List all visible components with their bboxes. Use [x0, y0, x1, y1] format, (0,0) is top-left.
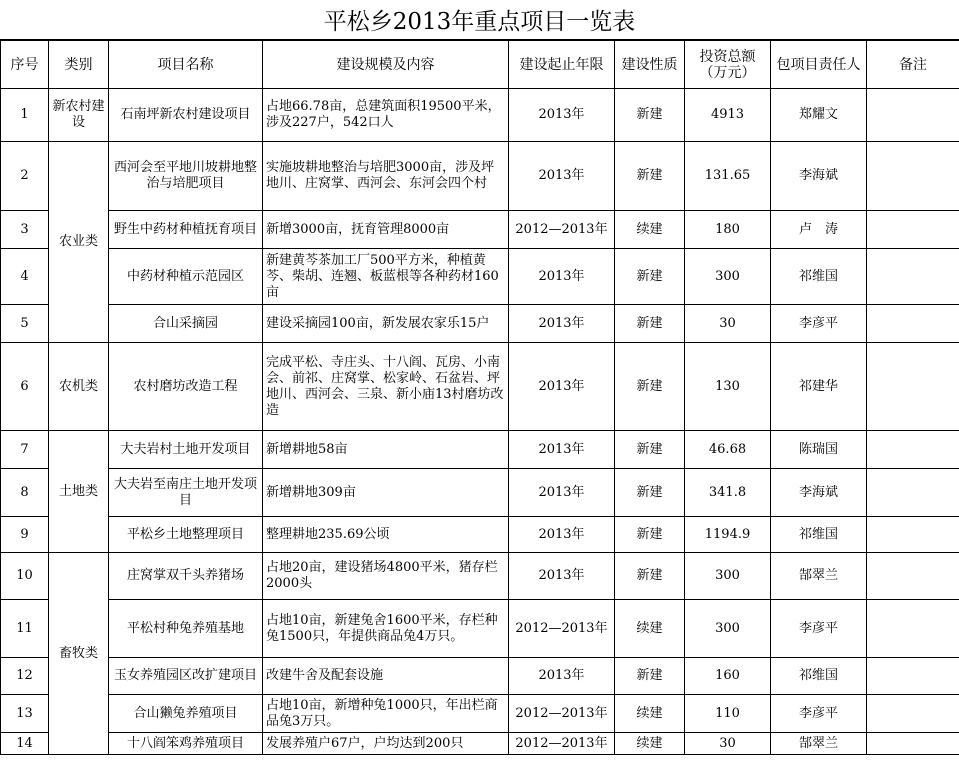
- cell-nature[interactable]: 新建: [615, 553, 685, 600]
- table-row: [1, 89, 959, 142]
- cell-invest[interactable]: 300: [685, 600, 771, 658]
- cell-category[interactable]: 农业类: [49, 142, 109, 343]
- cell-period[interactable]: 2012—2013年: [509, 733, 615, 755]
- cell-content[interactable]: 占地20亩，建设猪场4800平米，猪存栏2000头: [263, 553, 509, 600]
- table-row: [1, 600, 959, 658]
- cell-nature[interactable]: 新建: [615, 89, 685, 142]
- table-row: [1, 517, 959, 553]
- cell-category[interactable]: 农机类: [49, 343, 109, 431]
- table-row: [1, 343, 959, 431]
- cell-name[interactable]: 合山獭兔养殖项目: [109, 695, 263, 733]
- cell-category[interactable]: 畜牧类: [49, 553, 109, 755]
- cell-content[interactable]: 发展养殖户67户，户均达到200只: [263, 733, 509, 755]
- cell-no[interactable]: 12: [1, 658, 49, 695]
- header-name[interactable]: 项目名称: [109, 41, 263, 89]
- cell-nature[interactable]: 新建: [615, 517, 685, 553]
- cell-name[interactable]: 大夫岩至南庄土地开发项目: [109, 469, 263, 517]
- cell-invest[interactable]: 30: [685, 305, 771, 343]
- cell-person[interactable]: 郜翠兰: [771, 553, 867, 600]
- cell-period[interactable]: 2013年: [509, 658, 615, 695]
- cell-person[interactable]: 祁维国: [771, 517, 867, 553]
- cell-no[interactable]: 1: [1, 89, 49, 142]
- header-no[interactable]: 序号: [1, 41, 49, 89]
- cell-invest[interactable]: 110: [685, 695, 771, 733]
- cell-invest[interactable]: 46.68: [685, 431, 771, 469]
- cell-remark[interactable]: [867, 658, 959, 695]
- cell-remark[interactable]: [867, 89, 959, 142]
- cell-name[interactable]: 中药材种植示范园区: [109, 249, 263, 305]
- header-invest[interactable]: [685, 41, 771, 89]
- cell-invest[interactable]: 130: [685, 343, 771, 431]
- cell-no[interactable]: 14: [1, 733, 49, 755]
- cell-content[interactable]: 新增3000亩，抚育管理8000亩: [263, 211, 509, 249]
- cell-no[interactable]: 2: [1, 142, 49, 211]
- cell-period[interactable]: 2012—2013年: [509, 695, 615, 733]
- cell-invest[interactable]: 131.65: [685, 142, 771, 211]
- cell-nature[interactable]: 新建: [615, 249, 685, 305]
- table-row: [1, 142, 959, 211]
- table-row: [1, 249, 959, 305]
- cell-no[interactable]: 4: [1, 249, 49, 305]
- cell-person[interactable]: 祁建华: [771, 343, 867, 431]
- table-row: [1, 431, 959, 469]
- table-row: [1, 658, 959, 695]
- cell-person[interactable]: 祁维国: [771, 658, 867, 695]
- cell-period[interactable]: 2013年: [509, 89, 615, 142]
- cell-no[interactable]: 9: [1, 517, 49, 553]
- cell-remark[interactable]: [867, 517, 959, 553]
- cell-invest[interactable]: 180: [685, 211, 771, 249]
- cell-invest[interactable]: 341.8: [685, 469, 771, 517]
- cell-invest[interactable]: 30: [685, 733, 771, 755]
- cell-name[interactable]: 石南坪新农村建设项目: [109, 89, 263, 142]
- cell-category[interactable]: 土地类: [49, 431, 109, 553]
- cell-remark[interactable]: [867, 211, 959, 249]
- cell-content[interactable]: 占地10亩，新增种兔1000只，年出栏商品兔3万只。: [263, 695, 509, 733]
- cell-content[interactable]: 整理耕地235.69公顷: [263, 517, 509, 553]
- header-person[interactable]: 包项目责任人: [771, 41, 867, 89]
- cell-remark[interactable]: [867, 142, 959, 211]
- cell-person[interactable]: 李彦平: [771, 600, 867, 658]
- header-row: [1, 41, 959, 89]
- header-period[interactable]: 建设起止年限: [509, 41, 615, 89]
- cell-person[interactable]: 李彦平: [771, 305, 867, 343]
- cell-nature[interactable]: 新建: [615, 658, 685, 695]
- header-invest-line2: （万元）: [699, 64, 756, 81]
- cell-period[interactable]: 2013年: [509, 305, 615, 343]
- cell-name[interactable]: 西河会至平地川坡耕地整治与培肥项目: [109, 142, 263, 211]
- cell-person[interactable]: 卢 涛: [771, 211, 867, 249]
- cell-no[interactable]: 11: [1, 600, 49, 658]
- cell-name[interactable]: 平松乡土地整理项目: [109, 517, 263, 553]
- header-nature[interactable]: 建设性质: [615, 41, 685, 89]
- cell-category[interactable]: 新农村建设: [49, 89, 109, 142]
- cell-period[interactable]: 2013年: [509, 142, 615, 211]
- cell-content[interactable]: 完成平松、寺庄头、十八阎、瓦房、小南会、前祁、庄窝掌、松家岭、石盆岩、坪地川、西河会、三泉、新小庙13村磨坊改造: [263, 343, 509, 431]
- cell-name[interactable]: 十八阎笨鸡养殖项目: [109, 733, 263, 755]
- cell-content[interactable]: 实施坡耕地整治与培肥3000亩，涉及坪地川、庄窝掌、西河会、东河会四个村: [263, 142, 509, 211]
- cell-no[interactable]: 6: [1, 343, 49, 431]
- table-row: [1, 695, 959, 733]
- cell-nature[interactable]: 续建: [615, 600, 685, 658]
- table-row: [1, 733, 959, 755]
- cell-content[interactable]: 新建黄芩茶加工厂500平方米，种植黄芩、柴胡、连翘、板蓝根等各种药材160亩: [263, 249, 509, 305]
- cell-period[interactable]: 2013年: [509, 343, 615, 431]
- cell-period[interactable]: 2013年: [509, 517, 615, 553]
- cell-period[interactable]: 2013年: [509, 431, 615, 469]
- cell-name[interactable]: 野生中药材种植抚育项目: [109, 211, 263, 249]
- cell-person[interactable]: 祁维国: [771, 249, 867, 305]
- cell-remark[interactable]: [867, 553, 959, 600]
- cell-content[interactable]: 新增耕地309亩: [263, 469, 509, 517]
- cell-remark[interactable]: [867, 305, 959, 343]
- cell-name[interactable]: 农村磨坊改造工程: [109, 343, 263, 431]
- table-row: [1, 211, 959, 249]
- cell-remark[interactable]: [867, 733, 959, 755]
- header-remark[interactable]: 备注: [867, 41, 959, 89]
- header-content[interactable]: 建设规模及内容: [263, 41, 509, 89]
- header-category[interactable]: 类别: [49, 41, 109, 89]
- header-invest-line1: 投资总额: [699, 48, 756, 65]
- cell-person[interactable]: 李海斌: [771, 469, 867, 517]
- cell-invest[interactable]: 4913: [685, 89, 771, 142]
- cell-no[interactable]: 3: [1, 211, 49, 249]
- project-table: [0, 40, 959, 755]
- cell-content[interactable]: 改建牛舍及配套设施: [263, 658, 509, 695]
- cell-nature[interactable]: 续建: [615, 695, 685, 733]
- cell-nature[interactable]: 新建: [615, 305, 685, 343]
- cell-remark[interactable]: [867, 249, 959, 305]
- cell-no[interactable]: 7: [1, 431, 49, 469]
- cell-name[interactable]: 玉女养殖园区改扩建项目: [109, 658, 263, 695]
- cell-invest[interactable]: 1194.9: [685, 517, 771, 553]
- cell-content[interactable]: 占地10亩，新建兔舍1600平米，存栏种兔1500只，年提供商品兔4万只。: [263, 600, 509, 658]
- cell-no[interactable]: 13: [1, 695, 49, 733]
- cell-content[interactable]: 占地66.78亩，总建筑面积19500平米，涉及227户，542口人: [263, 89, 509, 142]
- cell-person[interactable]: 陈瑞国: [771, 431, 867, 469]
- cell-remark[interactable]: [867, 469, 959, 517]
- cell-period[interactable]: 2013年: [509, 469, 615, 517]
- cell-invest[interactable]: 300: [685, 249, 771, 305]
- cell-name[interactable]: 平松村种兔养殖基地: [109, 600, 263, 658]
- cell-nature[interactable]: 续建: [615, 211, 685, 249]
- cell-person[interactable]: 郜翠兰: [771, 733, 867, 755]
- cell-invest[interactable]: 160: [685, 658, 771, 695]
- cell-nature[interactable]: 新建: [615, 142, 685, 211]
- cell-period[interactable]: 2012—2013年: [509, 211, 615, 249]
- cell-person[interactable]: 李海斌: [771, 142, 867, 211]
- table-row: [1, 305, 959, 343]
- cell-nature[interactable]: 新建: [615, 469, 685, 517]
- cell-remark[interactable]: [867, 343, 959, 431]
- cell-nature[interactable]: 续建: [615, 733, 685, 755]
- sheet-title: 平松乡2013年重点项目一览表: [0, 0, 959, 40]
- cell-remark[interactable]: [867, 695, 959, 733]
- cell-nature[interactable]: 新建: [615, 343, 685, 431]
- cell-person[interactable]: 郑耀文: [771, 89, 867, 142]
- cell-name[interactable]: 合山采摘园: [109, 305, 263, 343]
- cell-invest[interactable]: 300: [685, 553, 771, 600]
- cell-period[interactable]: 2013年: [509, 553, 615, 600]
- cell-remark[interactable]: [867, 431, 959, 469]
- cell-content[interactable]: 新增耕地58亩: [263, 431, 509, 469]
- cell-name[interactable]: 庄窝掌双千头养猪场: [109, 553, 263, 600]
- cell-no[interactable]: 10: [1, 553, 49, 600]
- cell-name[interactable]: 大夫岩村土地开发项目: [109, 431, 263, 469]
- table-row: [1, 469, 959, 517]
- table-row: [1, 553, 959, 600]
- cell-no[interactable]: 8: [1, 469, 49, 517]
- cell-no[interactable]: 5: [1, 305, 49, 343]
- cell-person[interactable]: 李彦平: [771, 695, 867, 733]
- cell-period[interactable]: 2012—2013年: [509, 600, 615, 658]
- cell-nature[interactable]: 新建: [615, 431, 685, 469]
- cell-period[interactable]: 2013年: [509, 249, 615, 305]
- cell-remark[interactable]: [867, 600, 959, 658]
- cell-content[interactable]: 建设采摘园100亩，新发展农家乐15户: [263, 305, 509, 343]
